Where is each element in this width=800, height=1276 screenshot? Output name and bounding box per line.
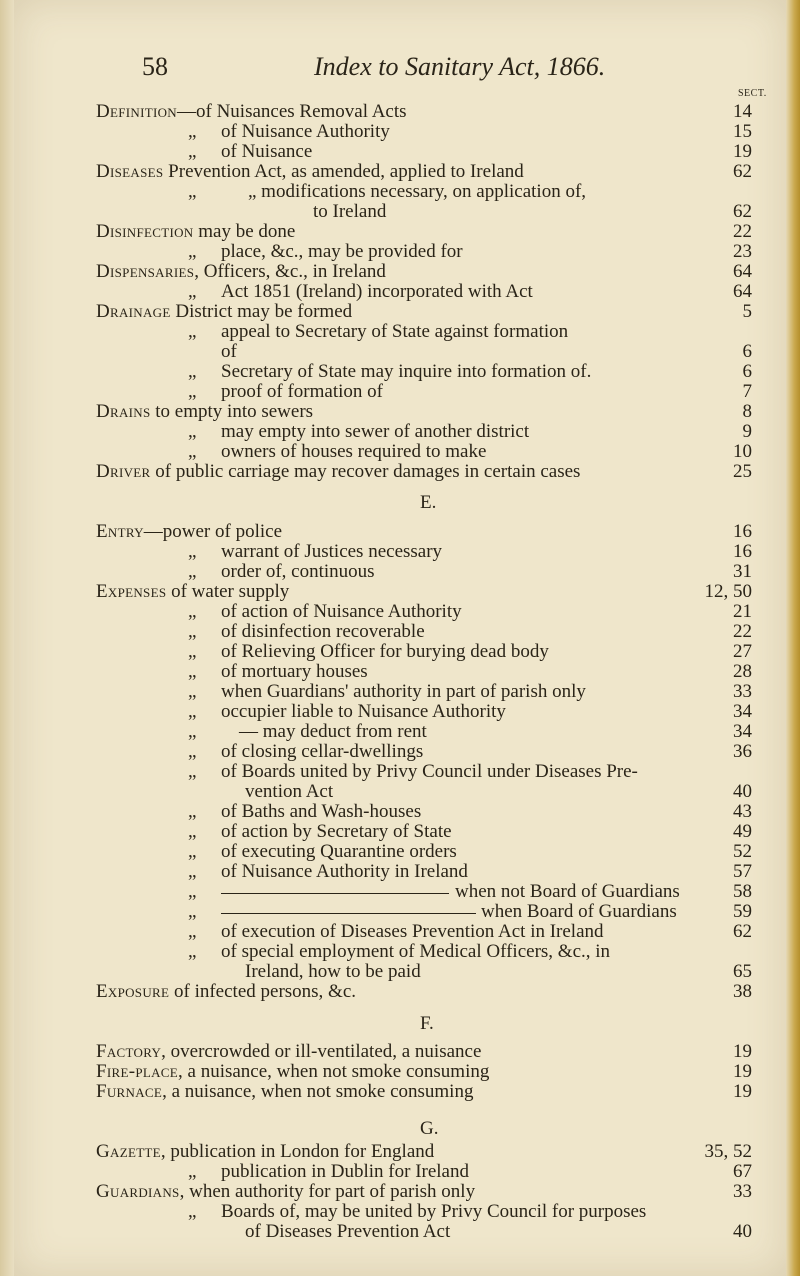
section-number: 57 bbox=[733, 861, 752, 882]
ditto-mark: „ bbox=[188, 1201, 197, 1222]
section-number: 14 bbox=[733, 101, 752, 122]
index-entry: of Boards united by Privy Council under Diseases Pre- bbox=[221, 761, 638, 782]
ditto-mark: „ bbox=[188, 841, 197, 862]
index-entry: Exposure of infected persons, &c. bbox=[96, 981, 357, 1002]
section-number: 19 bbox=[733, 1061, 752, 1082]
section-number: 35, 52 bbox=[704, 1141, 752, 1162]
index-entry: of executing Quarantine orders bbox=[221, 841, 457, 862]
ditto-mark: „ bbox=[188, 541, 197, 562]
ditto-mark: „ bbox=[188, 741, 197, 762]
index-entry: Definition—of Nuisances Removal Acts bbox=[96, 101, 407, 122]
ditto-mark: „ bbox=[188, 321, 197, 342]
page-left-edge bbox=[0, 0, 14, 1276]
ditto-mark: „ bbox=[188, 861, 197, 882]
index-entry: Dispensaries, Officers, &c., in Ireland bbox=[96, 261, 386, 282]
ditto-mark: „ bbox=[188, 141, 197, 162]
section-number: 62 bbox=[733, 161, 752, 182]
section-letter: G. bbox=[420, 1118, 439, 1139]
section-number: 25 bbox=[733, 461, 752, 482]
index-entry: Fire-place, a nuisance, when not smoke consuming bbox=[96, 1061, 490, 1082]
index-entry: Boards of, may be united by Privy Council for purposes bbox=[221, 1201, 647, 1222]
index-entry: when Board of Guardians bbox=[481, 901, 677, 922]
index-entry: order of, continuous bbox=[221, 561, 375, 582]
ditto-mark: „ bbox=[188, 361, 197, 382]
ditto-mark: „ bbox=[188, 601, 197, 622]
index-entry: of Nuisance bbox=[221, 141, 313, 162]
section-number: 62 bbox=[733, 921, 752, 942]
index-entry: appeal to Secretary of State against formation bbox=[221, 321, 569, 342]
index-entry: to Ireland bbox=[313, 201, 387, 222]
section-number: 58 bbox=[733, 881, 752, 902]
index-entry: of bbox=[221, 341, 237, 362]
ditto-rule bbox=[221, 893, 449, 894]
index-entry: Diseases Prevention Act, as amended, applied to Ireland bbox=[96, 161, 524, 182]
index-entry: of Relieving Officer for burying dead body bbox=[221, 641, 549, 662]
index-entry: — may deduct from rent bbox=[239, 721, 427, 742]
ditto-mark: „ bbox=[188, 121, 197, 142]
page-number: 58 bbox=[142, 52, 168, 81]
ditto-mark: „ bbox=[188, 381, 197, 402]
ditto-mark: „ bbox=[188, 241, 197, 262]
section-number: 9 bbox=[742, 421, 752, 442]
index-entry: of mortuary houses bbox=[221, 661, 368, 682]
index-entry: proof of formation of bbox=[221, 381, 383, 402]
section-number: 34 bbox=[733, 701, 752, 722]
page-right-edge bbox=[786, 0, 800, 1276]
index-entry: Furnace, a nuisance, when not smoke consuming bbox=[96, 1081, 474, 1102]
index-entry: of closing cellar-dwellings bbox=[221, 741, 424, 762]
index-entry: Gazette, publication in London for England bbox=[96, 1141, 435, 1162]
index-entry: Act 1851 (Ireland) incorporated with Act bbox=[221, 281, 533, 302]
section-number: 12, 50 bbox=[704, 581, 752, 602]
index-entry: of Baths and Wash-houses bbox=[221, 801, 422, 822]
section-number: 49 bbox=[733, 821, 752, 842]
section-number: 33 bbox=[733, 681, 752, 702]
index-entry: of Nuisance Authority in Ireland bbox=[221, 861, 468, 882]
ditto-mark: „ bbox=[188, 901, 197, 922]
section-number: 38 bbox=[733, 981, 752, 1002]
section-letter: E. bbox=[420, 492, 437, 513]
index-entry: of execution of Diseases Prevention Act in Ireland bbox=[221, 921, 604, 942]
index-entry: of special employment of Medical Officers, &c., in bbox=[221, 941, 611, 962]
index-entry: when Guardians' authority in part of parish only bbox=[221, 681, 586, 702]
sect-column-label: SECT. bbox=[738, 88, 767, 99]
ditto-mark: „ bbox=[188, 281, 197, 302]
index-entry: of action of Nuisance Authority bbox=[221, 601, 462, 622]
section-number: 40 bbox=[733, 781, 752, 802]
index-entry: Expenses of water supply bbox=[96, 581, 290, 602]
index-entry: Entry—power of police bbox=[96, 521, 283, 542]
index-entry: Drains to empty into sewers bbox=[96, 401, 314, 422]
index-entry: Guardians, when authority for part of parish only bbox=[96, 1181, 476, 1202]
section-number: 7 bbox=[742, 381, 752, 402]
ditto-mark: „ bbox=[188, 921, 197, 942]
section-number: 65 bbox=[733, 961, 752, 982]
section-number: 19 bbox=[733, 141, 752, 162]
index-entry: of Nuisance Authority bbox=[221, 121, 390, 142]
section-number: 16 bbox=[733, 541, 752, 562]
section-letter: F. bbox=[420, 1013, 434, 1034]
section-number: 19 bbox=[733, 1041, 752, 1062]
index-entry: place, &c., may be provided for bbox=[221, 241, 463, 262]
index-entry: „ modifications necessary, on application of, bbox=[248, 181, 587, 202]
ditto-mark: „ bbox=[188, 821, 197, 842]
section-number: 19 bbox=[733, 1081, 752, 1102]
ditto-mark: „ bbox=[188, 181, 197, 202]
index-entry: owners of houses required to make bbox=[221, 441, 487, 462]
ditto-mark: „ bbox=[188, 681, 197, 702]
section-number: 34 bbox=[733, 721, 752, 742]
index-entry: warrant of Justices necessary bbox=[221, 541, 443, 562]
page-header bbox=[0, 52, 800, 92]
index-entry: Factory, overcrowded or ill-ventilated, a nuisance bbox=[96, 1041, 482, 1062]
ditto-mark: „ bbox=[188, 661, 197, 682]
index-entry: occupier liable to Nuisance Authority bbox=[221, 701, 506, 722]
section-number: 23 bbox=[733, 241, 752, 262]
index-entry: of Diseases Prevention Act bbox=[245, 1221, 451, 1242]
ditto-mark: „ bbox=[188, 561, 197, 582]
ditto-mark: „ bbox=[188, 721, 197, 742]
section-number: 21 bbox=[733, 601, 752, 622]
section-number: 62 bbox=[733, 201, 752, 222]
section-number: 64 bbox=[733, 281, 752, 302]
index-entry: Secretary of State may inquire into formation of. bbox=[221, 361, 592, 382]
section-number: 22 bbox=[733, 621, 752, 642]
index-entry: Driver of public carriage may recover damages in certain cases bbox=[96, 461, 581, 482]
section-number: 27 bbox=[733, 641, 752, 662]
ditto-mark: „ bbox=[188, 421, 197, 442]
section-number: 10 bbox=[733, 441, 752, 462]
section-number: 6 bbox=[742, 361, 752, 382]
ditto-rule bbox=[221, 913, 476, 914]
index-entry: publication in Dublin for Ireland bbox=[221, 1161, 469, 1182]
section-number: 8 bbox=[742, 401, 752, 422]
section-number: 22 bbox=[733, 221, 752, 242]
ditto-mark: „ bbox=[188, 941, 197, 962]
ditto-mark: „ bbox=[188, 1161, 197, 1182]
ditto-mark: „ bbox=[188, 801, 197, 822]
section-number: 40 bbox=[733, 1221, 752, 1242]
ditto-mark: „ bbox=[188, 881, 197, 902]
index-entry: Drainage District may be formed bbox=[96, 301, 353, 322]
index-entry: vention Act bbox=[245, 781, 334, 802]
section-number: 28 bbox=[733, 661, 752, 682]
section-number: 36 bbox=[733, 741, 752, 762]
section-number: 15 bbox=[733, 121, 752, 142]
index-entry: may empty into sewer of another district bbox=[221, 421, 530, 442]
section-number: 64 bbox=[733, 261, 752, 282]
section-number: 67 bbox=[733, 1161, 752, 1182]
index-entry: Disinfection may be done bbox=[96, 221, 296, 242]
ditto-mark: „ bbox=[188, 441, 197, 462]
section-number: 59 bbox=[733, 901, 752, 922]
ditto-mark: „ bbox=[188, 761, 197, 782]
ditto-mark: „ bbox=[188, 641, 197, 662]
section-number: 33 bbox=[733, 1181, 752, 1202]
index-entry: Ireland, how to be paid bbox=[245, 961, 421, 982]
index-entry: when not Board of Guardians bbox=[455, 881, 680, 902]
index-entry: of disinfection recoverable bbox=[221, 621, 425, 642]
section-number: 6 bbox=[742, 341, 752, 362]
section-number: 16 bbox=[733, 521, 752, 542]
section-number: 5 bbox=[742, 301, 752, 322]
section-number: 52 bbox=[733, 841, 752, 862]
section-number: 43 bbox=[733, 801, 752, 822]
ditto-mark: „ bbox=[188, 701, 197, 722]
ditto-mark: „ bbox=[188, 621, 197, 642]
section-number: 31 bbox=[733, 561, 752, 582]
page-title: Index to Sanitary Act, 1866. bbox=[314, 52, 606, 81]
index-entry: of action by Secretary of State bbox=[221, 821, 452, 842]
